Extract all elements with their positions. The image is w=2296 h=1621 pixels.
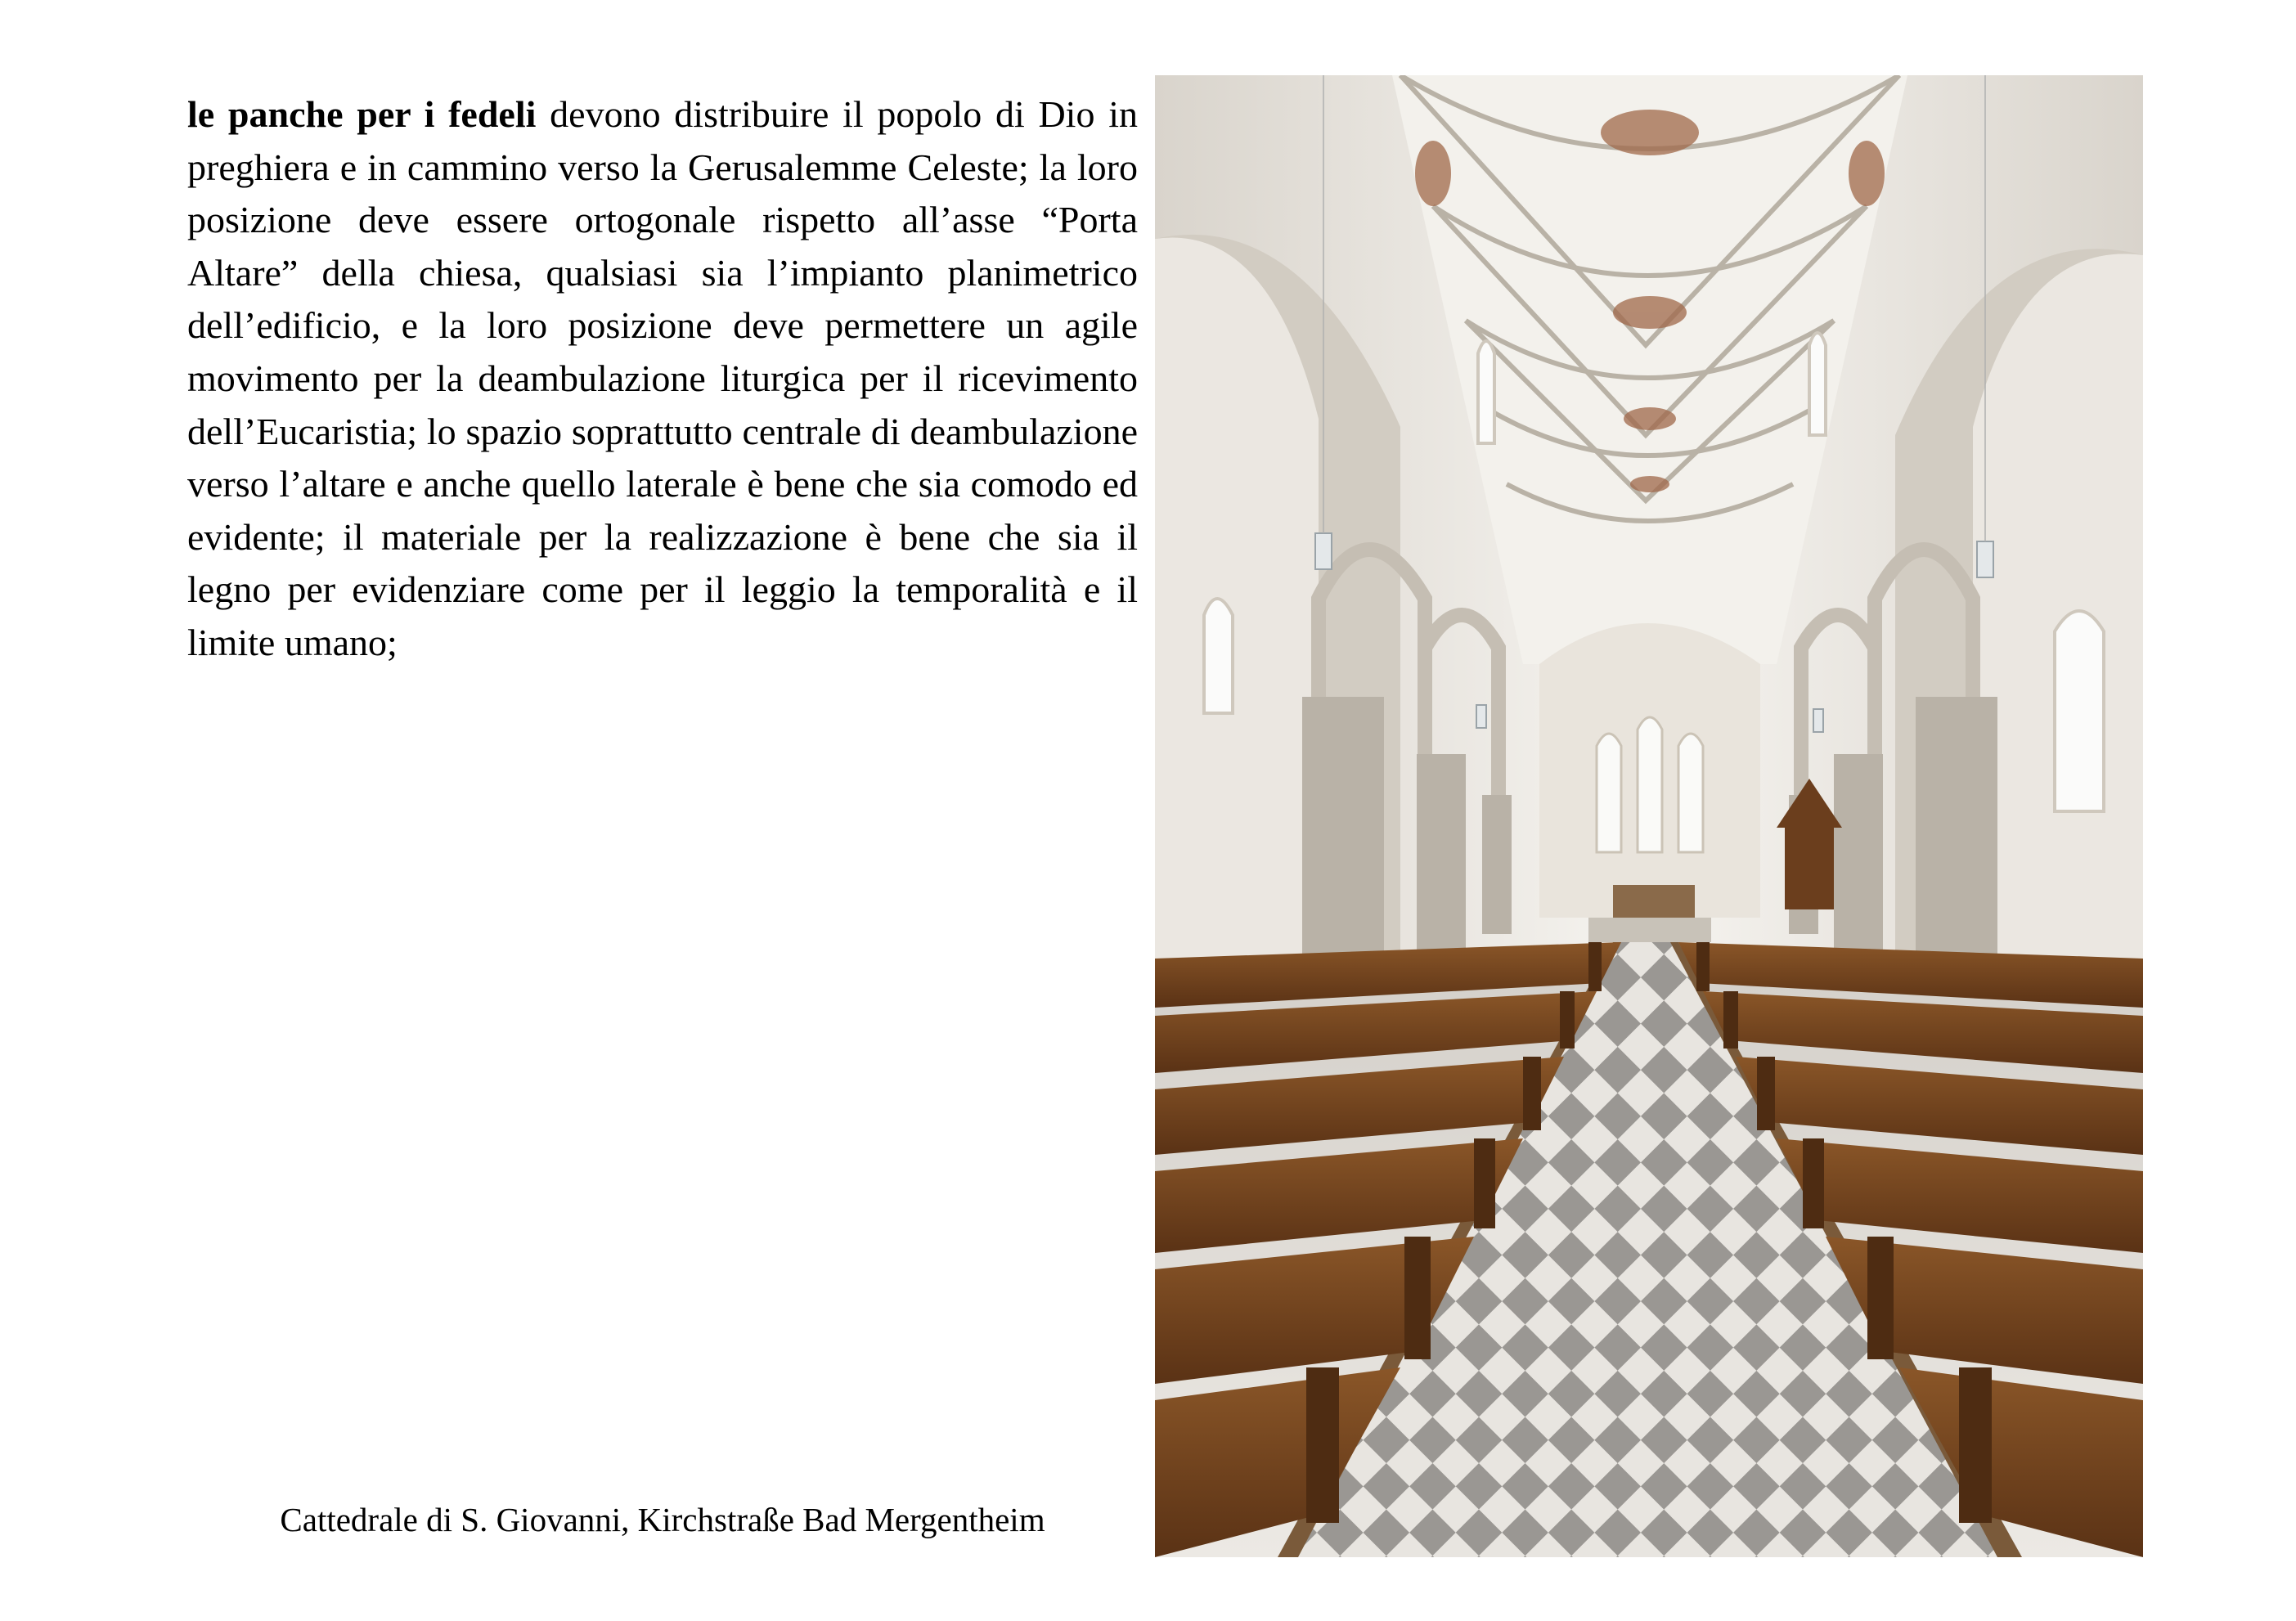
photo-caption: Cattedrale di S. Giovanni, Kirchstraße Bad Mergentheim xyxy=(280,1501,1045,1538)
paragraph-text: devono distribuire il popolo di Dio in preghiera e in cammino verso la Gerusalemme Celeste; la loro posizione deve essere ortogonale rispetto all’asse “Porta Altare” della chiesa, qualsiasi sia l’impianto planimetrico dell’edificio, e la loro posizione deve permettere un agile movimento per la deambulazione liturgica per il ricevimento dell’Eucaristia; lo spazio soprattutto centrale di deambulazione verso l’altare e anche quello laterale è bene che sia comodo ed evidente; il materiale per la realizzazione è bene che sia il legno per evidenziare come per il leggio la temporalità e il limite umano; xyxy=(187,93,1138,663)
bold-lead-text: le panche per i fedeli xyxy=(187,93,537,135)
church-interior-photo xyxy=(1155,75,2143,1557)
body-paragraph xyxy=(187,88,1138,670)
